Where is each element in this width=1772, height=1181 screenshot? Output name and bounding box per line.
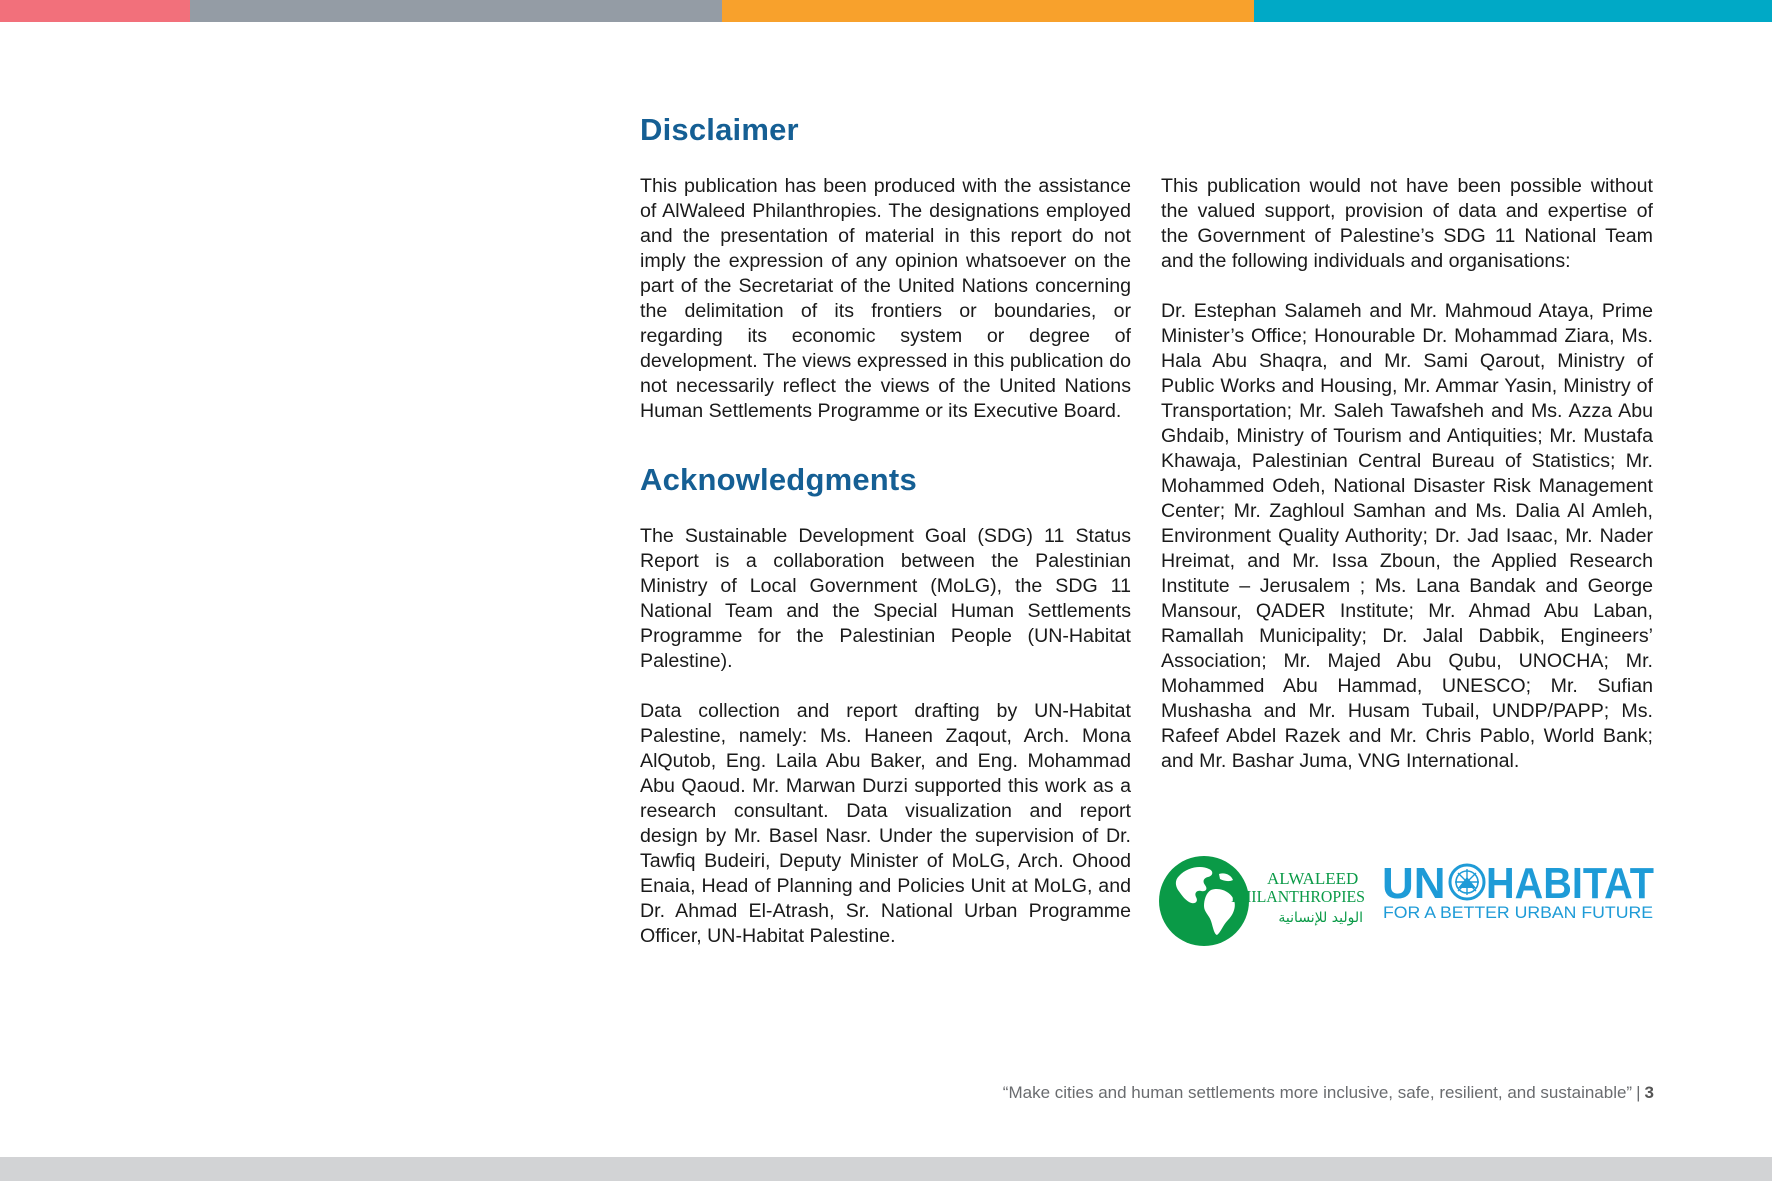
alwaleed-name: ALWALEED [1267,869,1359,888]
footer-separator: | [1636,1083,1641,1102]
disclaimer-heading: Disclaimer [640,112,799,147]
unhabitat-tagline: FOR A BETTER URBAN FUTURE [1383,903,1653,922]
page-number: 3 [1644,1083,1654,1102]
top-bar-segment-orange [722,0,1254,22]
acknowledgments-paragraph-4: Dr. Estephan Salameh and Mr. Mahmoud Ataya, Prime Minister’s Office; Honourable Dr. Mohammad Ziara, Ms. Hala Abu Shaqra, and Mr. Sami Qarout, Ministry of Public Works and Housing, Mr. Ammar Yasin, Ministry of Transportation; Mr. Saleh Tawafsheh and Ms. Azza Abu Ghdaib, Ministry of Tourism and Antiquities; Mr. Mustafa Khawaja, Palestinian Central Bureau of Statistics; Mr. Mohammed Odeh, National Disaster Risk Management Center; Mr. Zaghloul Samhan and Ms. Dalia Al Amleh, Environment Quality Authority; Dr. Jad Isaac, Mr. Nader Hreimat, and Mr. Issa Zboun, the Applied Research Institute – Jerusalem ; Ms. Lana Bandak and George Mansour, QADER Institute; Mr. Ahmad Abu Laban, Ramallah Municipality; Dr. Jalal Dabbik, Engineers’ Association; Mr. Majed Abu Qubu, UNOCHA; Mr. Mohammed Abu Hammad, UNESCO; Mr. Sufian Mushasha and Mr. Husam Tubail, UNDP/PAPP; Ms. Rafeef Abdel Razek and Mr. Chris Pablo, World Bank; and Mr. Bashar Juma, VNG International. [1161,300,1653,772]
top-bar-segment-teal [1254,0,1772,22]
acknowledgments-heading: Acknowledgments [640,462,917,497]
acknowledgments-paragraph-1: The Sustainable Development Goal (SDG) 11 Status Report is a collaboration between the Palestinian Ministry of Local Government (MoLG), the SDG 11 National Team and the Special Human Settlements Programme for the Palestinian People (UN-Habitat Palestine). [640,525,1131,672]
disclaimer-text: This publication has been produced with the assistance of AlWaleed Philanthropies. The designations employed and the presentation of material in this report do not imply the expression of any opinion whatsoever on the part of the Secretariat of the United Nations concerning the delimitation of its frontiers or boundaries, or regarding its economic system or degree of development. The views expressed in this publication do not necessarily reflect the views of the United Nations Human Settlements Programme or its Executive Board. [640,175,1131,422]
un-emblem-icon [1450,865,1484,899]
un-wordmark: UN [1382,860,1446,908]
footer-tagline: “Make cities and human settlements more inclusive, safe, resilient, and sustainable” [1002,1083,1633,1102]
top-bar-segment-gray [190,0,722,22]
alwaleed-philanthropies-logo [1159,850,1367,950]
bottom-gray-bar [0,1157,1772,1181]
alwaleed-arabic-name: الوليد للإنسانية [1278,910,1363,926]
philanthropies-name: PHILANTHROPIES [1231,887,1365,906]
page-footer [1003,1083,1654,1103]
acknowledgments-paragraph-3: This publication would not have been possible without the valued support, provision of data and expertise of the Government of Palestine’s SDG 11 National Team and the following individuals and organisations: [1161,175,1653,272]
acknowledgments-paragraph-2: Data collection and report drafting by UN-Habitat Palestine, namely: Ms. Haneen Zaqout, Arch. Mona AlQutob, Eng. Laila Abu Baker, and Eng. Mohammad Abu Qaoud. Mr. Marwan Durzi supported this work as a research consultant. Data visualization and report design by Mr. Basel Nasr. Under the supervision of Dr. Tawfiq Budeiri, Deputy Minister of MoLG, Arch. Ohood Enaia, Head of Planning and Policies Unit at MoLG, and Dr. Ahmad El-Atrash, Sr. National Urban Programme Officer, UN-Habitat Palestine. [640,700,1131,947]
top-bar-segment-pink [0,0,190,22]
top-color-bar [0,0,1772,22]
habitat-wordmark: HABITAT [1486,860,1655,908]
un-habitat-logo [1382,860,1656,922]
